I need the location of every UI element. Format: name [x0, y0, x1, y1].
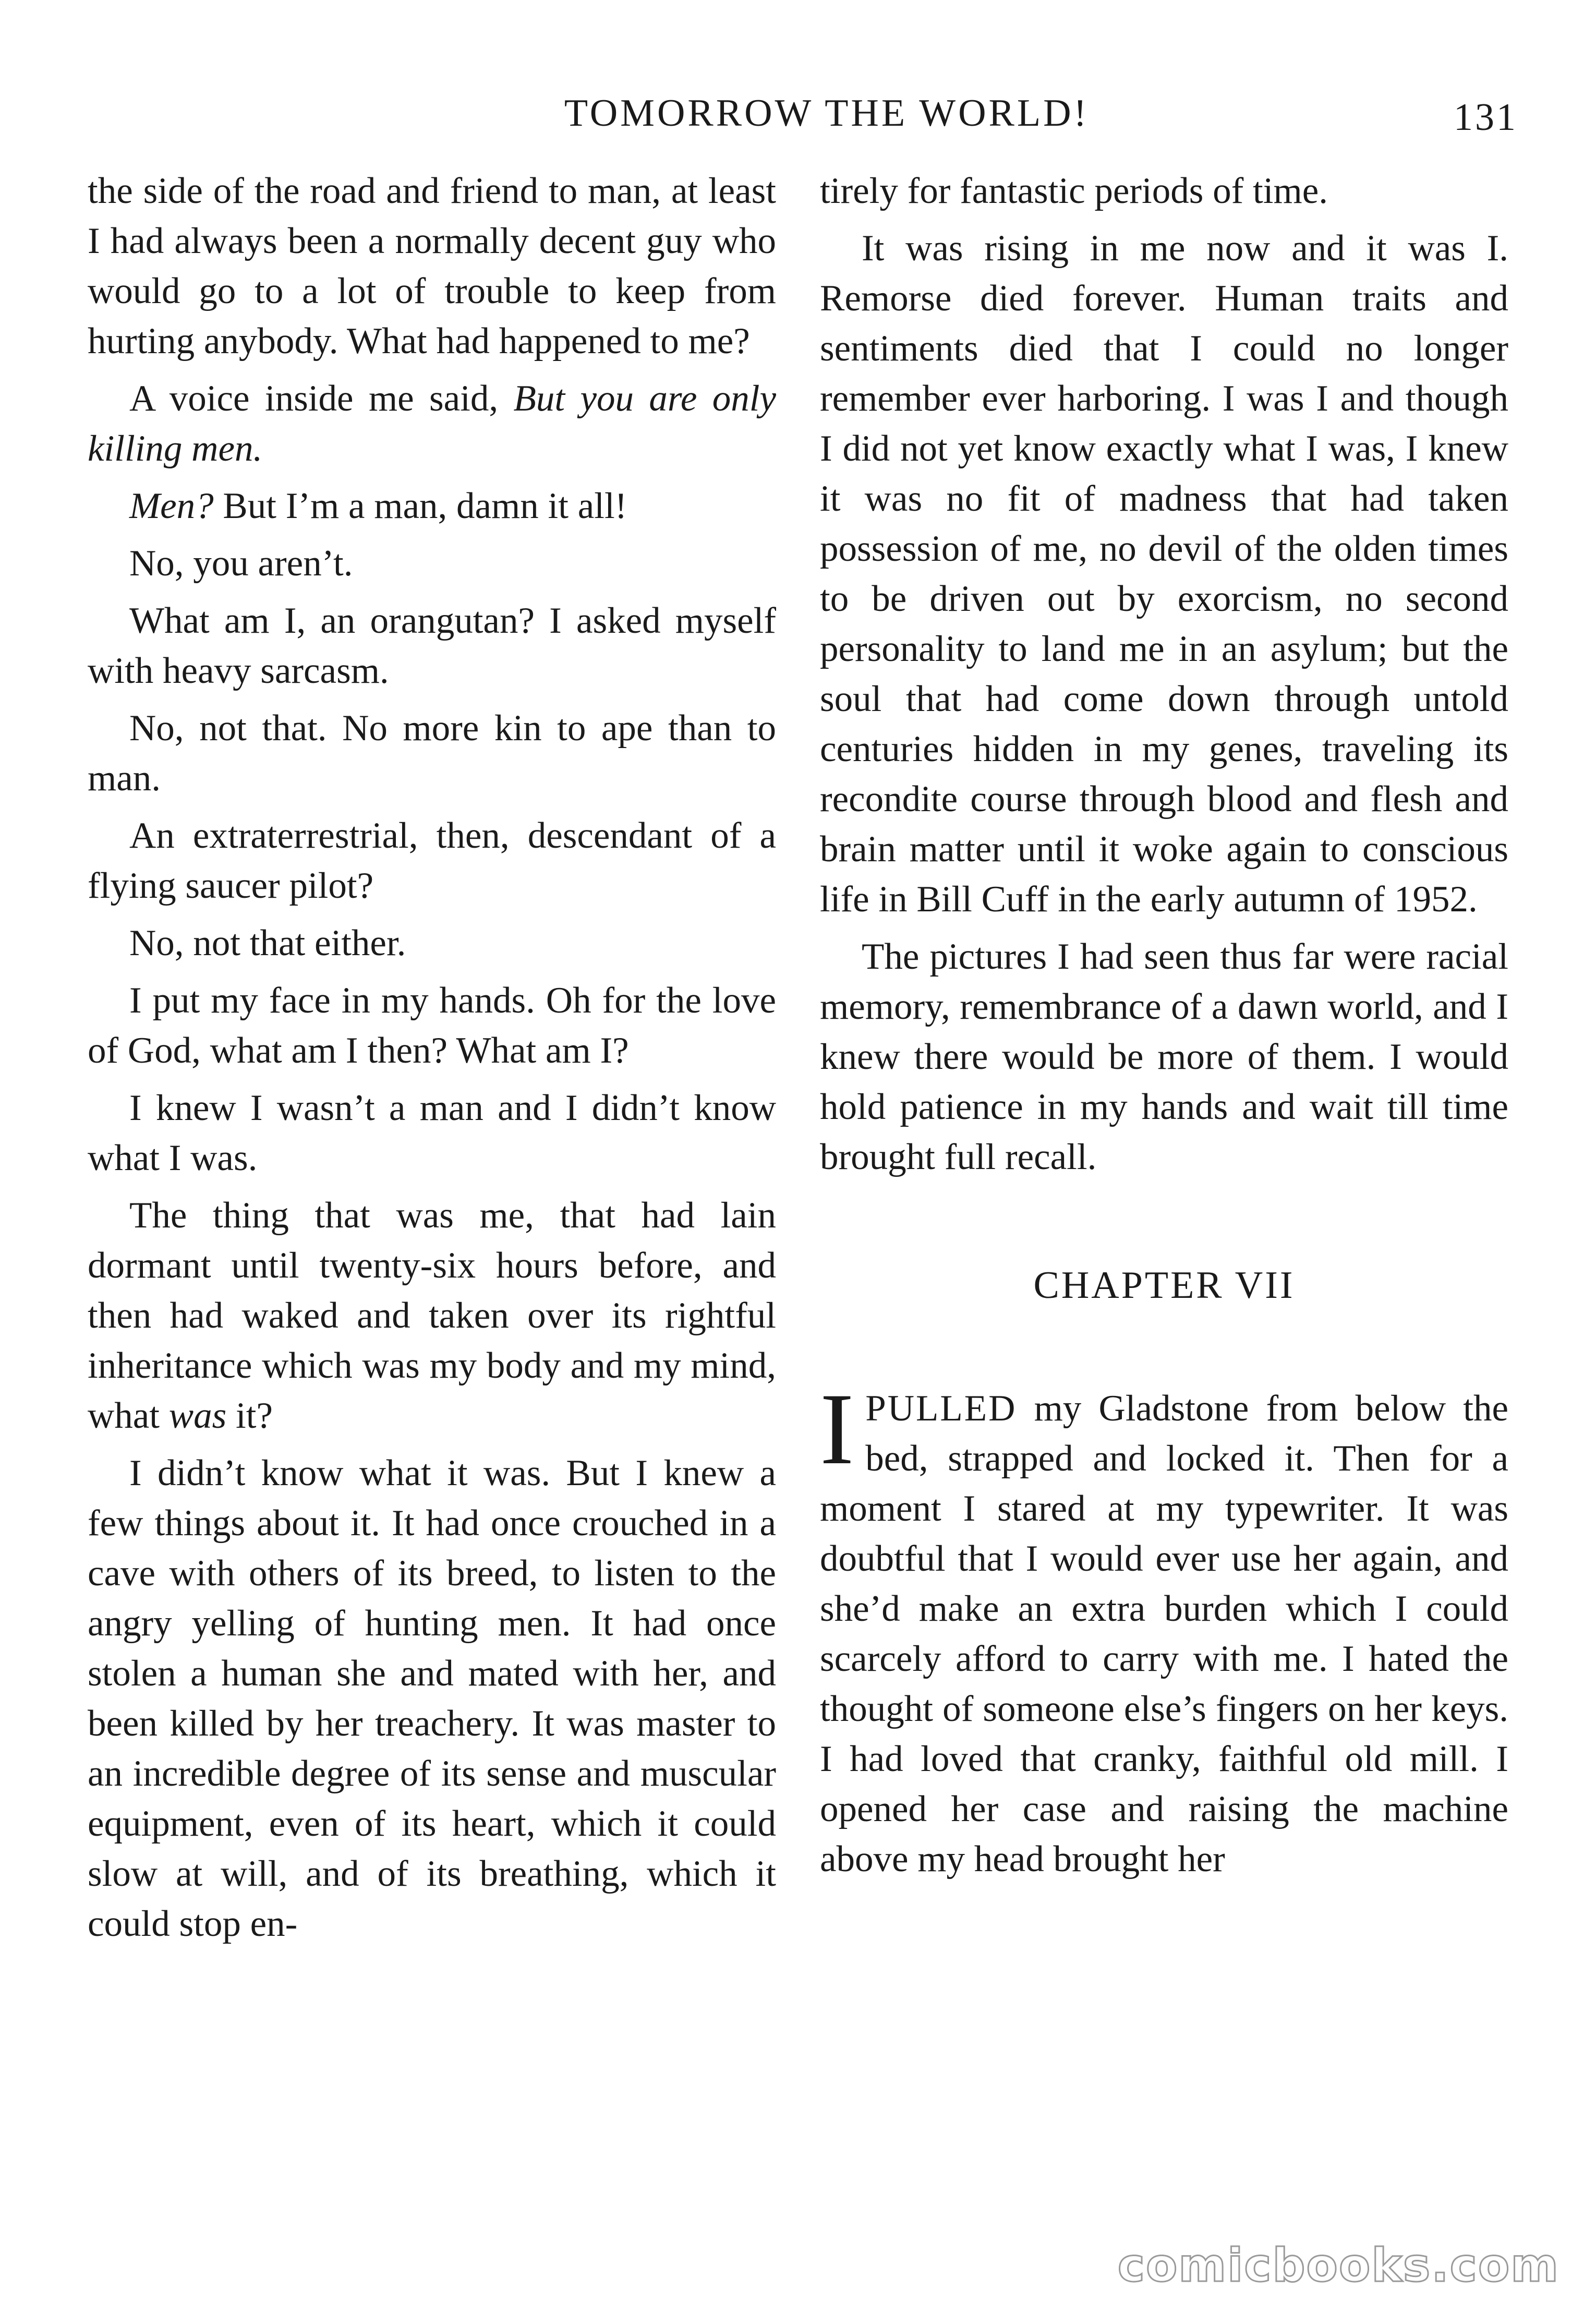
- paragraph: No, you aren’t.: [129, 543, 353, 584]
- running-head: [0, 90, 1596, 137]
- paragraph: I knew I wasn’t a man and I didn’t know what I was.: [88, 1088, 776, 1178]
- page-number: 131: [1454, 96, 1518, 139]
- paragraph: An extraterrestrial, then, descendant of a flying saucer pilot?: [88, 815, 776, 906]
- italic-text: But you are only killing men.: [88, 378, 776, 469]
- paragraph: No, not that either.: [129, 923, 406, 963]
- paragraph: [88, 481, 776, 531]
- paragraph-text: The thing that was me, that had lain dormant until twenty-six hours before, and then had waked and taken over its rightful inheritance which was my body and my mind, what: [88, 1195, 776, 1436]
- paragraph: What am I, an orangutan? I asked myself with heavy sarcasm.: [88, 600, 776, 691]
- paragraph: No, not that. No more kin to ape than to man.: [88, 708, 776, 799]
- paragraph-text: But I’m a man, damn it all!: [213, 486, 627, 526]
- paragraph-text: my Gladstone from below the bed, strapped and locked it. Then for a moment I stared at my typewriter. It was doubtful that I would ever use her again, and she’d make an extra burden which I could scarcely afford to carry with me. I hated the thought of someone else’s fingers on her keys. I had loved that cranky, faithful old mill. I opened her case and raising the machine above my head brought her: [820, 1388, 1508, 1880]
- italic-text: Men?: [129, 486, 214, 526]
- right-column: [820, 166, 1508, 1892]
- paragraph: [88, 1190, 776, 1441]
- paragraph-text: A voice inside me said,: [129, 378, 514, 419]
- running-title: TOMORROW THE WORLD!: [564, 92, 1090, 135]
- paragraph: [88, 374, 776, 474]
- paragraph: I put my face in my hands. Oh for the love of God, what am I then? What am I?: [88, 980, 776, 1071]
- paragraph: I didn’t know what it was. But I knew a few things about it. It had once crouched in a cave with others of its breed, to listen to the angry yelling of hunting men. It had once stolen a human she and mated with her, and been killed by her treachery. It was master to an incredible degree of its sense and muscular equipment, even of its heart, which it could slow at will, and of its breathing, which it could stop en-: [88, 1453, 776, 1944]
- watermark-logo: comicbooks.com: [1117, 2238, 1559, 2292]
- chapter-heading: CHAPTER VII: [1033, 1264, 1295, 1307]
- small-caps-text: PULLED: [865, 1388, 1017, 1429]
- paragraph: It was rising in me now and it was I. Remorse died forever. Human traits and sentiments died that I could no longer remember ever harboring. I was I and though I did not yet know exactly what I was, I knew it was no fit of madness that had taken possession of me, no devil of the olden times to be driven out by exorcism, no second personality to land me in an asylum; but the soul that had come down through untold centuries hidden in my genes, traveling its recondite course through blood and flesh and brain matter until it woke again to conscious life in Bill Cuff in the early autumn of 1952.: [820, 228, 1508, 920]
- paragraph: [820, 1372, 1508, 1884]
- paragraph: The pictures I had seen thus far were racial memory, remembrance of a dawn world, and I knew there would be more of them. I would hold patience in my hands and wait till time brought full recall.: [820, 936, 1508, 1177]
- drop-cap: I: [820, 1372, 854, 1486]
- paragraph-text: it?: [226, 1395, 273, 1436]
- left-column: [88, 166, 776, 1956]
- paragraph: tirely for fantastic periods of time.: [820, 171, 1328, 211]
- italic-text: was: [168, 1395, 227, 1436]
- paragraph: the side of the road and friend to man, at least I had always been a normally decent guy who would go to a lot of trouble to keep from hurting anybody. What had happened to me?: [88, 171, 776, 362]
